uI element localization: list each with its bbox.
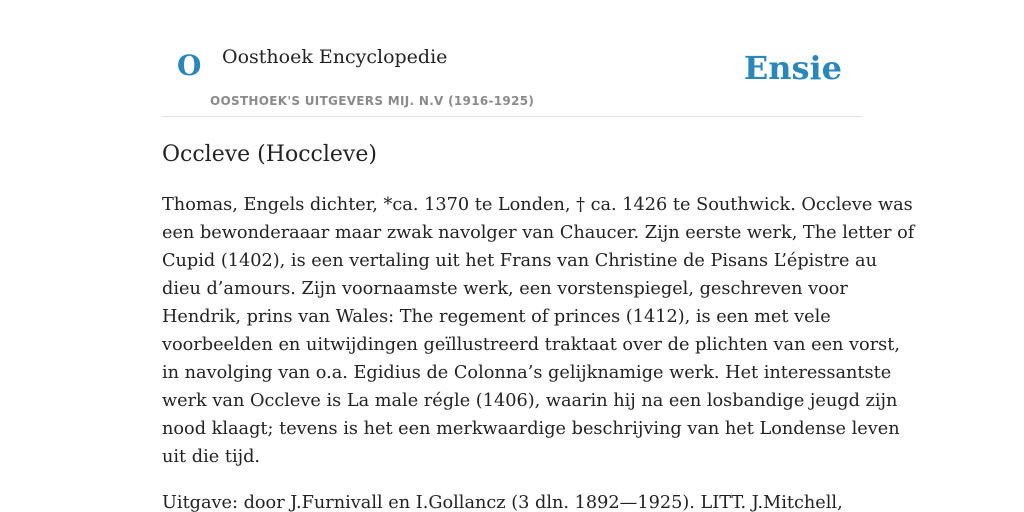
body-line: een bewonderaaar maar zwak navolger van Chaucer. Zijn eerste werk, The letter of [162, 223, 915, 243]
source-letter-badge: O [177, 49, 202, 82]
source-title-link[interactable]: Oosthoek Encyclopedie [222, 46, 448, 68]
body-line: nood klaagt; tevens is het een merkwaardige beschrijving van het Londense leven [162, 419, 900, 439]
body-line: dieu d’amours. Zijn voornaamste werk, een vorstenspiegel, geschreven voor [162, 279, 848, 299]
body-line: Cupid (1402), is een vertaling uit het Frans van Christine de Pisans L’épistre au [162, 251, 877, 271]
body-line: voorbeelden en uitwijdingen geïllustreerd traktaat over de plichten van een vorst, [162, 335, 900, 355]
body-line: werk van Occleve is La male régle (1406), waarin hij na een losbandige jeugd zijn [162, 391, 898, 411]
source-header [162, 0, 862, 117]
article-title: Occleve (Hoccleve) [162, 142, 377, 167]
body-line: in navolging van o.a. Egidius de Colonna’s gelijknamige werk. Het interessantste [162, 363, 892, 383]
body-line: Hendrik, prins van Wales: The regement of princes (1412), is een met vele [162, 307, 831, 327]
body-line: uit die tijd. [162, 447, 261, 467]
body-line: Thomas, Engels dichter, *ca. 1370 te Londen, † ca. 1426 te Southwick. Occleve was [162, 195, 913, 215]
ensie-logo-link[interactable]: Ensie [743, 49, 842, 87]
edition-paragraph: Uitgave: door J.Furnivall en I.Gollancz (3 dln. 1892—1925). LITT. J.Mitchell, [162, 493, 843, 512]
article-body [162, 191, 915, 471]
publisher-label: OOSTHOEK'S UITGEVERS MIJ. N.V (1916-1925) [210, 94, 535, 108]
article [162, 140, 915, 512]
